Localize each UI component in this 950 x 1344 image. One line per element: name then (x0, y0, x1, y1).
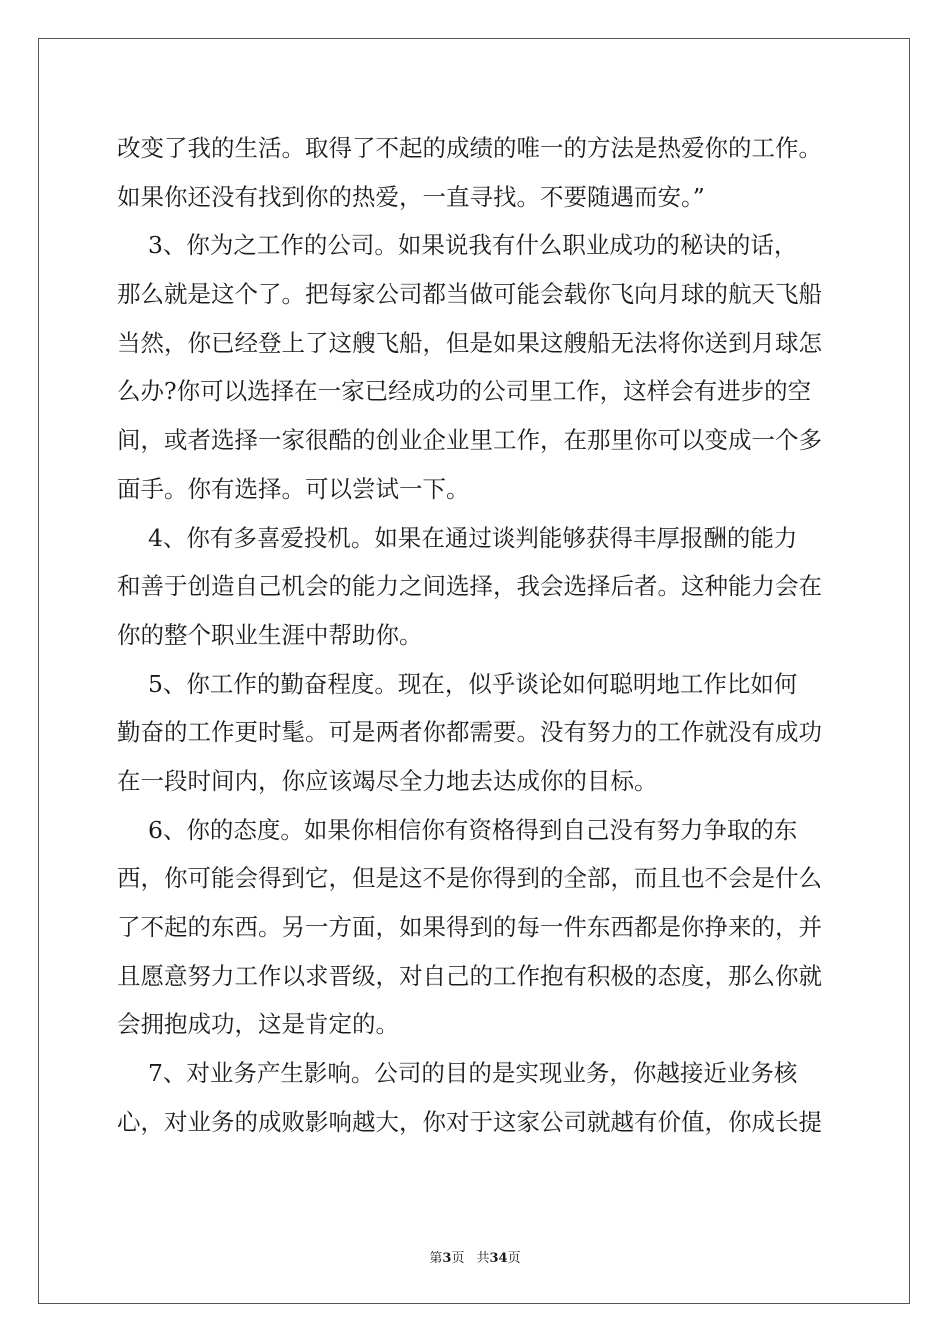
text-line: 6、你的态度。如果你相信你有资格得到自己没有努力争取的东 (117, 815, 798, 844)
document-body (117, 124, 833, 1146)
text-line: 西，你可能会得到它，但是这不是你得到的全部，而且也不会是什么 (117, 864, 822, 893)
text-line: 如果你还没有找到你的热爱，一直寻找。不要随遇而安。” (117, 182, 705, 211)
text-line: 面手。你有选择。可以尝试一下。 (117, 474, 470, 503)
text-line: 会拥抱成功，这是肯定的。 (117, 1010, 399, 1039)
text-line: 勤奋的工作更时髦。可是两者你都需要。没有努力的工作就没有成功 (117, 718, 822, 747)
text-line: 3、你为之工作的公司。如果说我有什么职业成功的秘诀的话， (117, 231, 798, 260)
total-suffix: 页 (507, 1251, 521, 1266)
text-line: 间，或者选择一家很酷的创业企业里工作，在那里你可以变成一个多 (117, 426, 822, 455)
text-line: 么办?你可以选择在一家已经成功的公司里工作，这样会有进步的空 (117, 377, 812, 406)
text-line: 在一段时间内，你应该竭尽全力地去达成你的目标。 (117, 766, 658, 795)
text-line: 和善于创造自己机会的能力之间选择，我会选择后者。这种能力会在 (117, 572, 822, 601)
text-line: 心，对业务的成败影响越大，你对于这家公司就越有价值，你成长提 (117, 1107, 822, 1136)
total-pages: 34 (489, 1251, 508, 1266)
text-line: 你的整个职业生涯中帮助你。 (117, 620, 423, 649)
text-line: 4、你有多喜爱投机。如果在通过谈判能够获得丰厚报酬的能力 (117, 523, 798, 552)
text-line: 且愿意努力工作以求晋级，对自己的工作抱有积极的态度，那么你就 (117, 961, 822, 990)
page-prefix: 第 (429, 1251, 443, 1266)
page-number: 3 (442, 1251, 452, 1266)
page-suffix: 页 (451, 1251, 465, 1266)
text-line: 改变了我的生活。取得了不起的成绩的唯一的方法是热爱你的工作。 (117, 134, 822, 162)
page-footer (0, 1247, 950, 1266)
text-line: 那么就是这个了。把每家公司都当做可能会载你飞向月球的航天飞船 (117, 280, 822, 309)
text-line: 7、对业务产生影响。公司的目的是实现业务，你越接近业务核 (117, 1059, 798, 1088)
total-prefix: 共 (476, 1251, 490, 1266)
text-line: 5、你工作的勤奋程度。现在，似乎谈论如何聪明地工作比如何 (117, 669, 798, 698)
text-line: 了不起的东西。另一方面，如果得到的每一件东西都是你挣来的，并 (117, 913, 822, 941)
text-line: 当然，你已经登上了这艘飞船，但是如果这艘船无法将你送到月球怎 (117, 328, 822, 357)
